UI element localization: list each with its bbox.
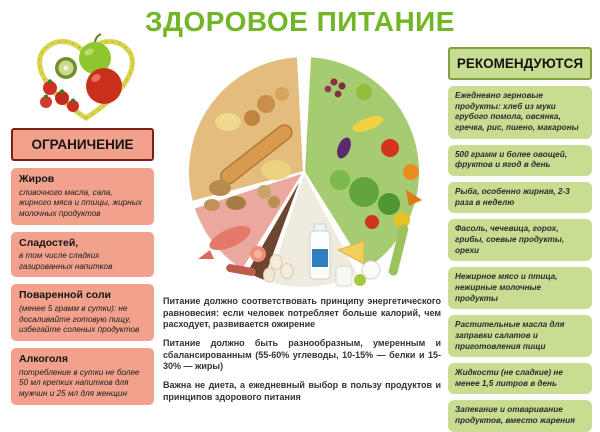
restriction-title: Поваренной соли [19,289,111,302]
fruits-heart-measuring-tape-icon [16,24,158,126]
recommendation-item-legumes: Фасоль, чечевица, горох, грибы, соевые продукты, орехи [448,219,592,261]
restriction-item-salt [11,284,154,341]
restriction-title: Жиров [19,173,55,185]
restriction-item-sweets [11,232,154,278]
restriction-desc: в том числе сладких газированных напитков [19,251,113,271]
restriction-title: Сладостей, [19,236,79,249]
restriction-item-fats [11,168,154,225]
recommendation-item-baking: Запекание и отваривание продуктов, вместо жарения [448,400,592,431]
page-title: ЗДОРОВОЕ ПИТАНИЕ [145,6,455,37]
principle-paragraph-balanced-diet: Питание должно быть разнообразным, умеренным и сбалансированным (55-60% углеводы, 10-15% — белки и 15-30% — жиры) [163,338,441,372]
principle-paragraph-energy-balance: Питание должно соответствовать принципу энергетического равновесия: если человек потребляет больше калорий, чем расходует, развивается ожирение [163,296,441,330]
recommendation-item-fish: Рыба, особенно жирная, 2-3 раза в неделю [448,182,592,213]
recommendation-item-oils: Растительные масла для заправки салатов и приготовления пищи [448,315,592,357]
red-apple-icon [86,68,122,104]
nutrition-principles-text [163,296,441,411]
kiwi-icon [55,57,77,79]
recommendation-item-liquids: Жидкости (не сладкие) не менее 1,5 литров в день [448,363,592,394]
recommendations-header: РЕКОМЕНДУЮТСЯ [448,47,592,80]
restriction-desc: сливочного масла, сала, жирного мяса и птицы, жирных молочных продуктов [19,187,142,218]
restrictions-panel [11,128,154,405]
recommendation-item-lean-meat: Нежирное мясо и птица, нежирные молочные продукты [448,267,592,309]
restriction-item-alcohol [11,348,154,405]
restriction-desc: (менее 5 грамм в сутки): не досаливайте готовую пищу, избегайте соленых продуктов [19,304,140,335]
restrictions-header: ОГРАНИЧЕНИЕ [11,128,154,161]
recommendations-panel [448,47,592,432]
recommendation-item-vegetables: 500 грамм и более овощей, фруктов и ягод в день [448,145,592,176]
food-plate-image [168,52,440,296]
restriction-title: Алкоголя [19,353,68,366]
recommendation-item-grains: Ежедневно зерновые продукты: хлеб из муки грубого помола, овсянка, гречка, рис, пшено, макароны [448,86,592,139]
restriction-desc: потребление в сутки не более 50 мл крепких напитков для мужчин и 25 мл для женщин [19,367,140,398]
strawberries-icon [40,79,79,112]
principle-paragraph-daily-choice: Важна не диета, а ежедневный выбор в пользу продуктов и принципов здорового питания [163,380,441,402]
